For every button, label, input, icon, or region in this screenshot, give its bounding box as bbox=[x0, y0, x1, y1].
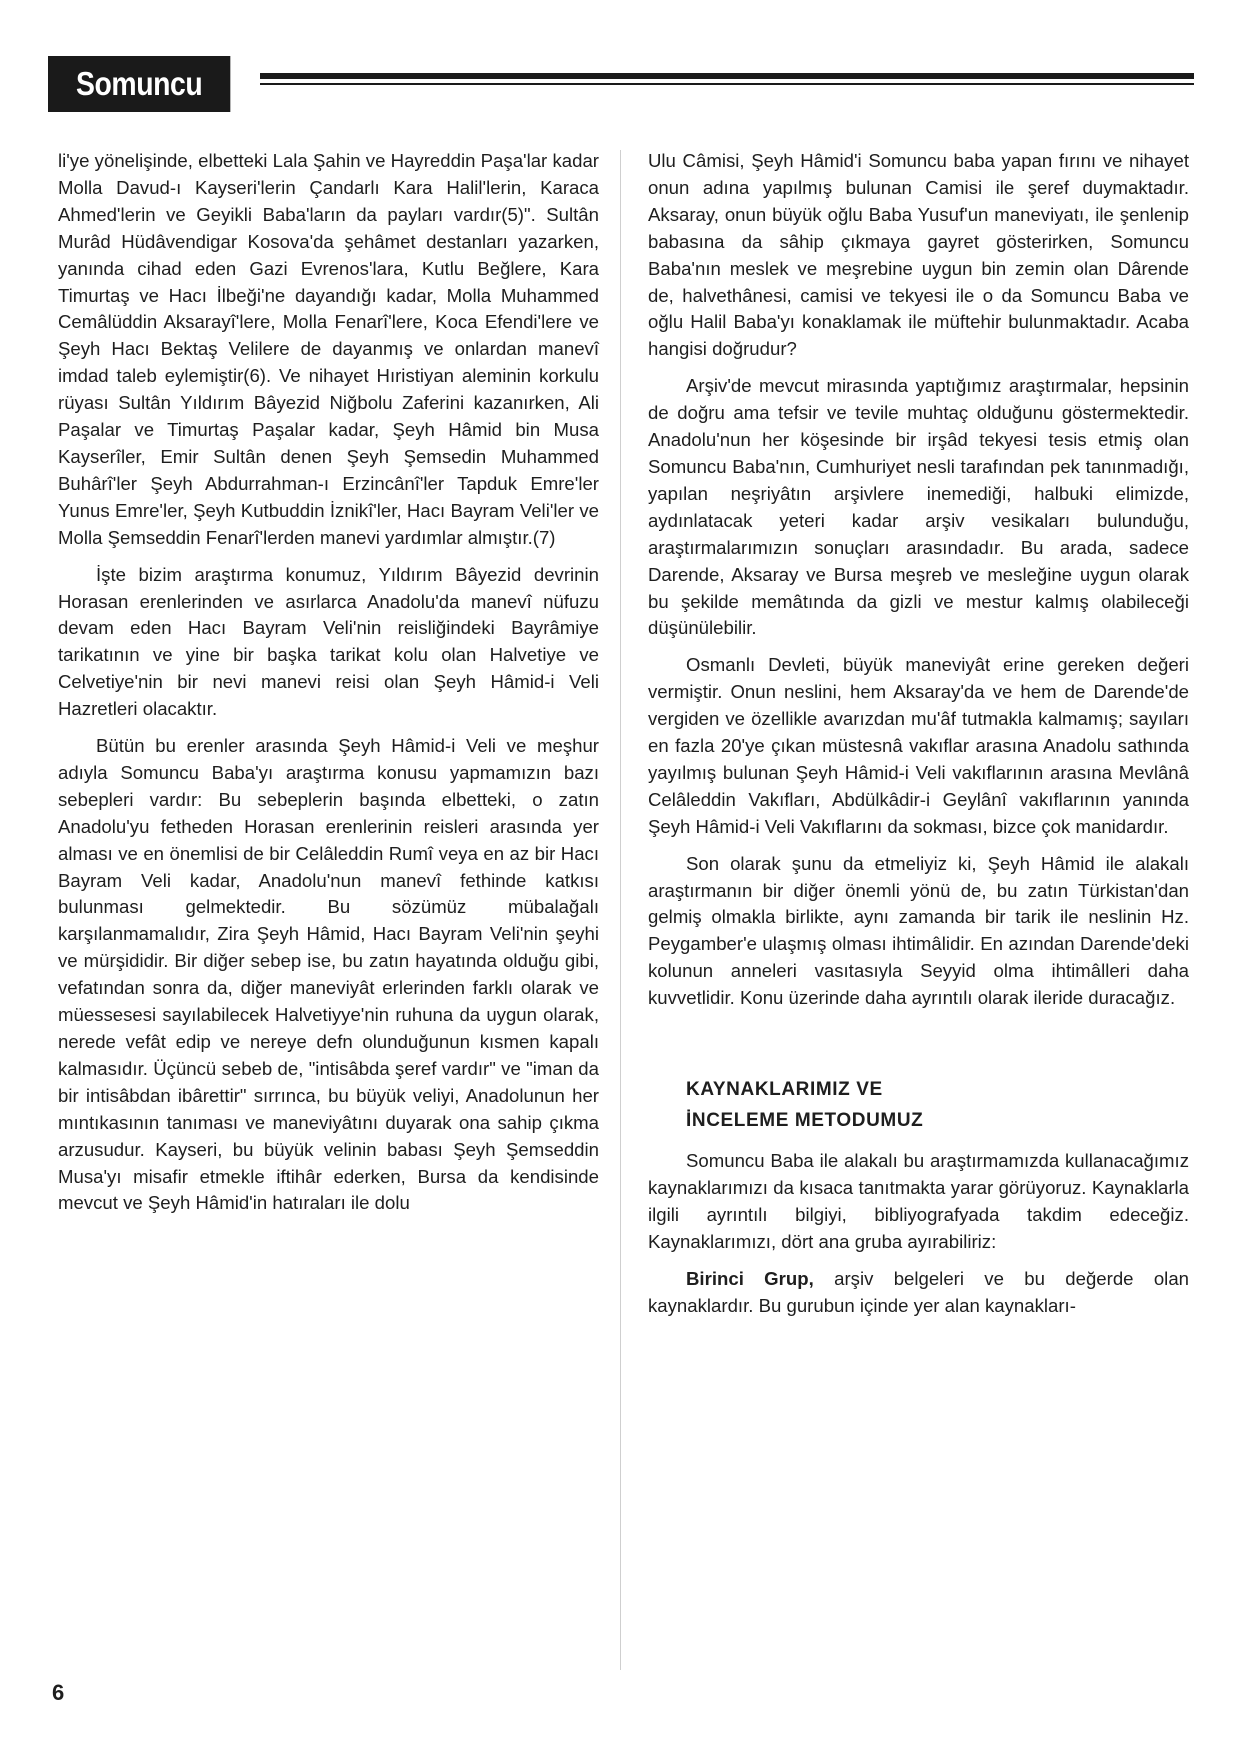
magazine-title: Somuncu Baba bbox=[48, 56, 230, 112]
paragraph-lead-term: Birinci Grup, bbox=[686, 1267, 814, 1289]
paragraph-6-text: arşiv belgeleri ve bu değerde olan kaynaklardır. Bu gurubun içinde yer alan kaynakları- bbox=[648, 1267, 1189, 1316]
left-paragraph-3: Bütün bu erenler arasında Şeyh Hâmid-i Veli ve meşhur adıyla Somuncu Baba'yı araştırma konusu yapmamızın bazı sebepleri vardır: Bu sebeplerin başında elbetteki, o zatın Anadolu'yu fetheden Horasan erenlerinin reisleri arasında yer alması ve en önemlisi de bir Celâleddin Rumî veya en az bir Hacı Bayram Veli kadar, Anadolu'nun manevî fethinde katkısı bulunması gelmektedir. Bu sözümüz mübalağalı karşılanmamalıdır, Zira Şeyh Hâmid, Hacı Bayram Veli'nin şeyhi ve mürşididir. Bir diğer sebep ise, bu zatın hayatında olduğu gibi, vefatından sonra da, diğer maneviyât erlerinden farklı olarak ve müessesesi sayılabilecek Halvetiyye'nin ruhuna da uygun olarak, nerede vefât edip ve nereye defn olunduğunun kısmen kapalı kalmasıdır. Üçüncü sebeb de, "intisâbda şeref vardır" ve "iman da bir intisâbdan ibârettir" sırrınca, bu büyük veliyi, Anadolunun her mıntıkasının tanıması ve maneviyâtını duyarak ona sahip çıkma arzusudur. Kayseri, bu büyük velinin babası Şeyh Şemseddin Musa'yı misafir etmekle iftihâr ederken, Bursa da kendisinde mevcut ve Şeyh Hâmid'in hatıraları ile dolu bbox=[58, 735, 599, 1214]
header-rule-thick bbox=[260, 73, 1194, 79]
column-divider bbox=[620, 150, 621, 1670]
right-paragraph-1: Ulu Câmisi, Şeyh Hâmid'i Somuncu baba yapan fırını ve nihayet onun adına yapılmış bulunan Camisi ile şeref duymaktadır. Aksaray, onun büyük oğlu Baba Yusuf'un maneviyatı, ile şenlenip babasına da sâhip çıkmaya gayret gösterirken, Somuncu Baba'nın meslek ve meşrebine uygun bin zemin olan Dârende de, halvethânesi, camisi ve tekyesi ile o da Somuncu Baba ve oğlu Halil Baba'yı konaklamak ile müftehir bulunmaktadır. Acaba hangisi doğrudur? bbox=[648, 150, 1189, 360]
page-number: 6 bbox=[52, 1680, 65, 1705]
right-paragraph-2: Arşiv'de mevcut mirasında yaptığımız araştırmalar, hepsinin de doğru ama tefsir ve tevile muhtaç olduğunu göstermektedir. Anadolu'nun her köşesinde bir irşâd tekyesi tesis etmiş olan Somuncu Baba'nın, Cumhuriyet nesli tarafından pek tanınmadığı, yapılan neşriyâtın arşivlere inemediği, halbuki elimizde, aydınlatacak yeteri kadar arşiv vesikaları bulunduğu, araştırmalarımızın sonuçları arasındadır. Bu arada, sadece Darende, Aksaray ve Bursa meşreb ve mesleğine uygun olarak bu şekilde memâtında da gizli ve mestur kalmış olabileceği düşünülebilir. bbox=[648, 375, 1189, 639]
page-header bbox=[48, 52, 1194, 158]
section-heading bbox=[686, 1074, 1189, 1136]
section-heading-line-1: KAYNAKLARIMIZ VE bbox=[686, 1079, 883, 1101]
left-paragraph-1: li'ye yönelişinde, elbetteki Lala Şahin ve Hayreddin Paşa'lar kadar Molla Davud-ı Kayseri'lerin Çandarlı Kara Halil'lerin, Karaca Ahmed'lerin ve Geyikli Baba'ların da payları vardır(5)". Sultân Murâd Hüdâvendigar Kosova'da şehâmet destanları yazarken, yanında cihad eden Gazi Evrenos'lara, Kutlu Beğlere, Kara Timurtaş ve Hacı İlbeği'ne dayandığı kadar, Molla Muhammed Cemâlüddin Aksarayî'lere, Molla Fenarî'lere, Koca Efendi'lere ve Şeyh Hacı Bektaş Velilere de dayanmış ve onlardan manevî imdad taleb eylemiştir(6). Ve nihayet Hıristiyan aleminin korkulu rüyası Sultân Yıldırım Bâyezid Niğbolu Zaferini kazanırken, Ali Paşalar ve Timurtaş Paşalar kadar, Şeyh Hâmid bin Musa Kayserîler, Emir Sultân denen Şeyh Şemsedin Muhammed Buhârî'ler Şeyh Abdurrahman-ı Erzincânî'ler Tapduk Emre'ler Yunus Emre'ler, Şeyh Kutbuddin İznikî'ler, Hacı Bayram Veli'ler ve Molla Şemseddin Fenarî'lerden manevi yardımlar almıştır.(7) bbox=[58, 150, 599, 548]
left-paragraph-2: İşte bizim araştırma konumuz, Yıldırım Bâyezid devrinin Horasan erenlerinden ve asırlarca Anadolu'da manevî nüfuzu devam eden Hacı Bayram Veli'nin reisliğindeki Bayrâmiye tarikatının ve yine bir başka tarikat kolu olan Halvetiye ve Celvetiye'nin bir nevi manevi reisi olan Şeyh Hâmid-i Veli Hazretleri olacaktır. bbox=[58, 563, 599, 720]
right-paragraph-6 bbox=[648, 1266, 1189, 1320]
right-paragraph-5: Somuncu Baba ile alakalı bu araştırmamızda kullanacağımız kaynaklarımızı da kısaca tanıtmakta yarar görüyoruz. Kaynaklarla ilgili ayrıntılı bilgiyi, bibliyografyada takdim edeceğiz. Kaynaklarımızı, dört ana gruba ayırabiliriz: bbox=[648, 1150, 1189, 1252]
right-paragraph-3: Osmanlı Devleti, büyük maneviyât erine gereken değeri vermiştir. Onun neslini, hem Aksaray'da ve hem de Darende'de vergiden ve özellikle avarızdan mu'âf tutmakla kalmamış; sayıları en fazla 20'ye çıkan müstesnâ vakıflar arasına Anadolu sathında yayılmış bulunan Şeyh Hâmid-i Veli vakıflarının arasına Mevlânâ Celâleddin Vakıfları, Abdülkâdir-i Geylânî vakıflarının yanında Şeyh Hâmid-i Veli Vakıflarını da sokması, bizce çok manidardır. bbox=[648, 654, 1189, 837]
header-rule-thin bbox=[260, 83, 1194, 85]
section-heading-line-2: İNCELEME METODUMUZ bbox=[686, 1110, 924, 1132]
left-column bbox=[58, 148, 599, 1227]
right-paragraph-4: Son olarak şunu da etmeliyiz ki, Şeyh Hâmid ile alakalı araştırmanın bir diğer önemli yönü de, bu zatın Türkistan'dan gelmiş olmakla birlikte, aynı zamanda bir tarik ile neslinin Hz. Peygamber'e ulaşmış olması ihtimâlidir. En azından Darende'deki kolunun anneleri vasıtasıyla Seyyid olma ihtimâlleri daha kuvvetlidir. Konu üzerinde daha ayrıntılı olarak ileride duracağız. bbox=[648, 852, 1189, 1009]
right-column bbox=[648, 148, 1189, 1330]
